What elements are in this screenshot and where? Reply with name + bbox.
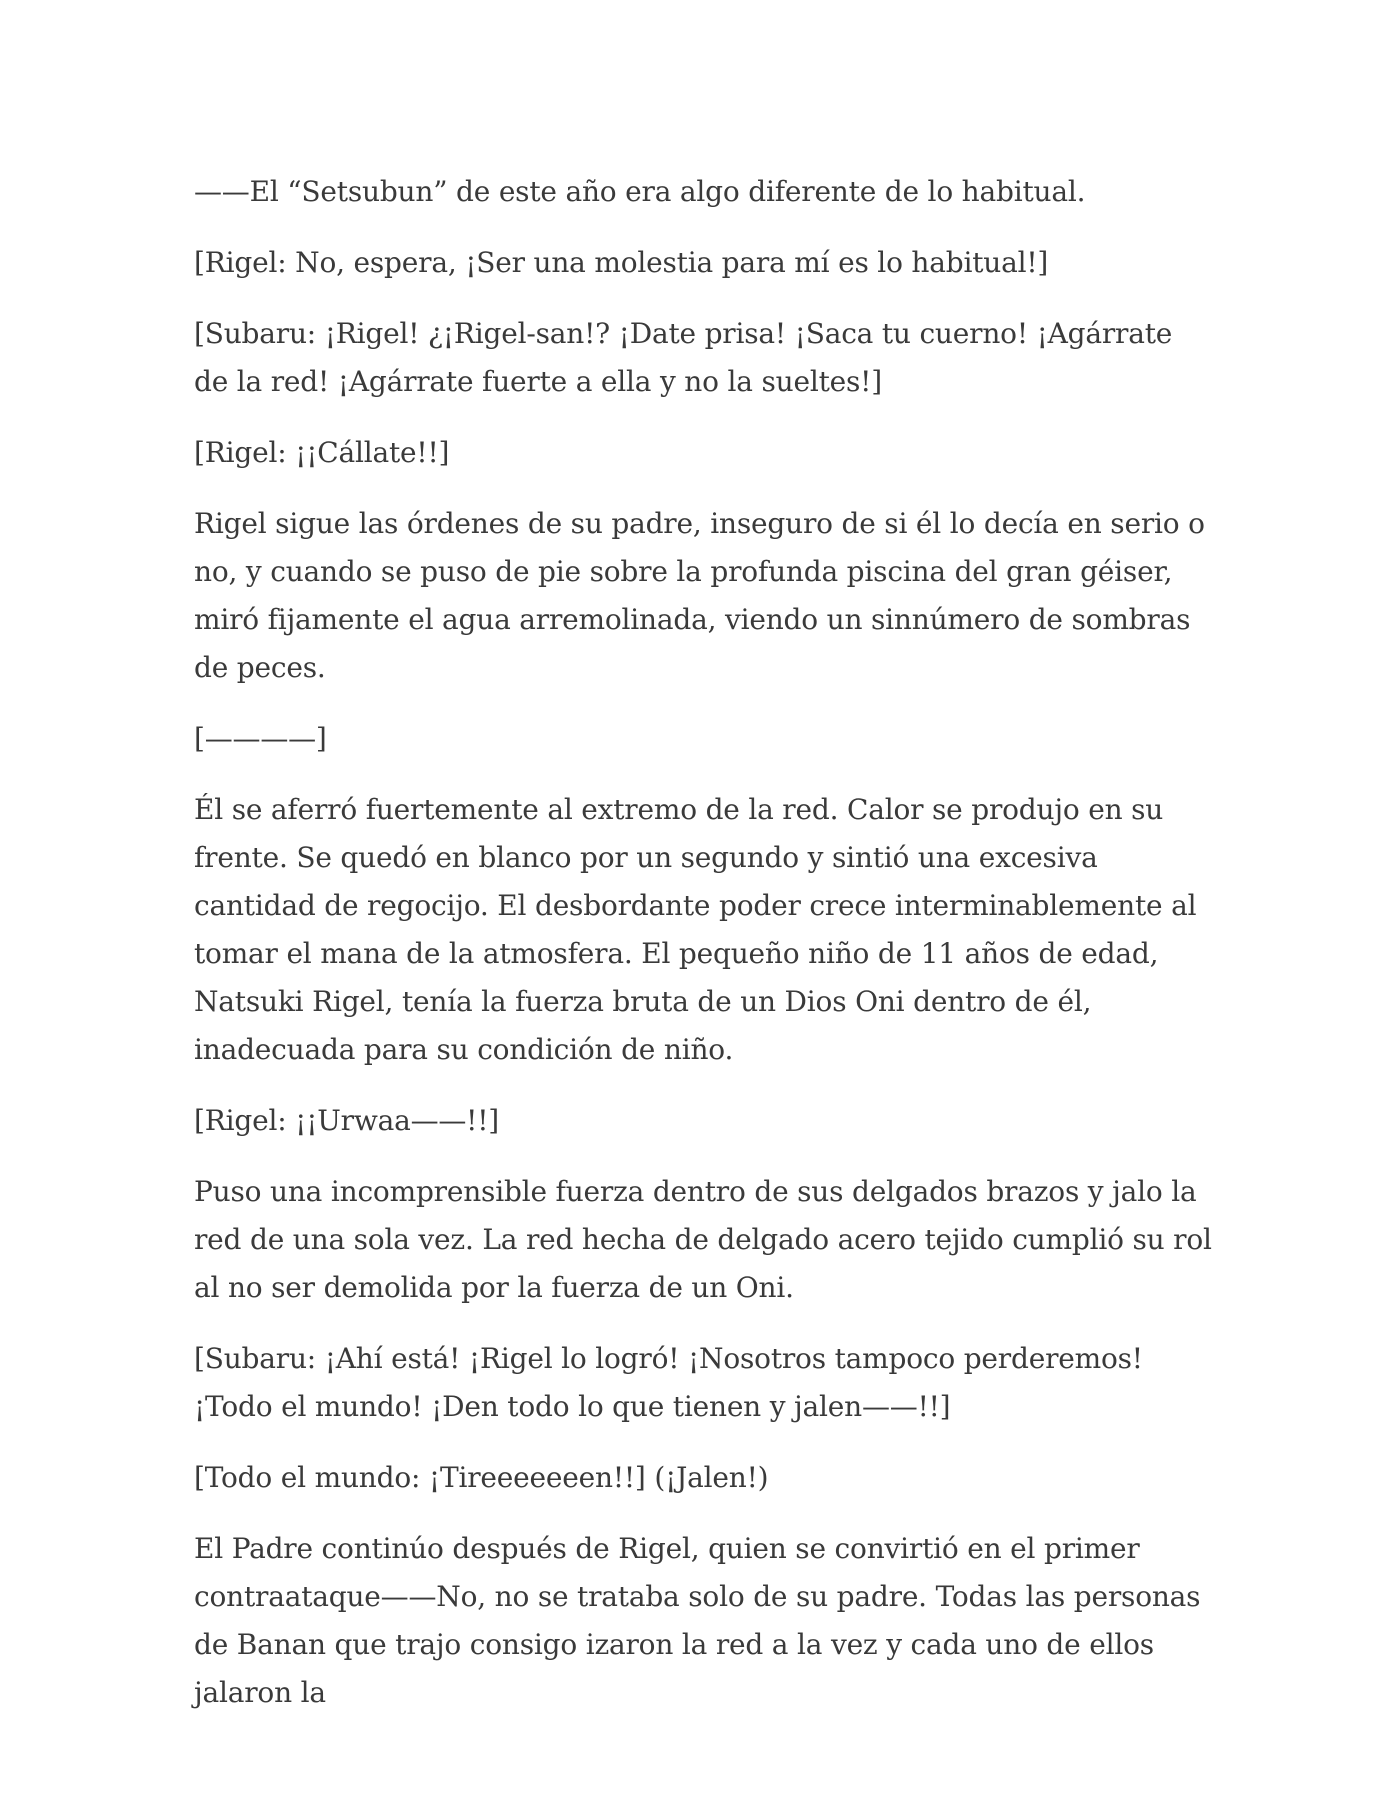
paragraph: [Rigel: ¡¡Cállate!!] <box>194 436 450 469</box>
paragraph: Él se aferró fuertemente al extremo de la red. Calor se produjo en su frente. Se quedó en blanco por un segundo y sintió una excesiva cantidad de regocijo. El desbordante poder crece interminablemente al tomar el mana de la atmosfera. El pequeño niño de 11 años de edad, Natsuki Rigel, tenía la fuerza bruta de un Dios Oni dentro de él, inadecuada para su condición de niño. <box>194 793 1197 1066</box>
paragraph: El Padre continúo después de Rigel, quien se convirtió en el primer contraataque——No, no se trataba solo de su padre. Todas las personas de Banan que trajo consigo izaron la red a la vez y cada uno de ellos jalaron la <box>194 1532 1201 1709</box>
document-body <box>194 168 1214 1740</box>
paragraph: [Todo el mundo: ¡Tireeeeeeen!!] (¡Jalen!) <box>194 1461 769 1494</box>
paragraph: [————] <box>194 722 327 755</box>
paragraph: Puso una incomprensible fuerza dentro de sus delgados brazos y jalo la red de una sola vez. La red hecha de delgado acero tejido cumplió su rol al no ser demolida por la fuerza de un Oni. <box>194 1175 1212 1304</box>
paragraph: [Subaru: ¡Rigel! ¿¡Rigel-san!? ¡Date prisa! ¡Saca tu cuerno! ¡Agárrate de la red! ¡Agárrate fuerte a ella y no la sueltes!] <box>194 317 1173 398</box>
paragraph: ——El “Setsubun” de este año era algo diferente de lo habitual. <box>194 175 1086 208</box>
paragraph: [Subaru: ¡Ahí está! ¡Rigel lo logró! ¡Nosotros tampoco perderemos! ¡Todo el mundo! ¡Den todo lo que tienen y jalen——!!] <box>194 1342 1143 1423</box>
paragraph: Rigel sigue las órdenes de su padre, inseguro de si él lo decía en serio o no, y cuando se puso de pie sobre la profunda piscina del gran géiser, miró fijamente el agua arremolinada, viendo un sinnúmero de sombras de peces. <box>194 507 1205 684</box>
paragraph: [Rigel: No, espera, ¡Ser una molestia para mí es lo habitual!] <box>194 246 1049 279</box>
paragraph: [Rigel: ¡¡Urwaa——!!] <box>194 1104 500 1137</box>
